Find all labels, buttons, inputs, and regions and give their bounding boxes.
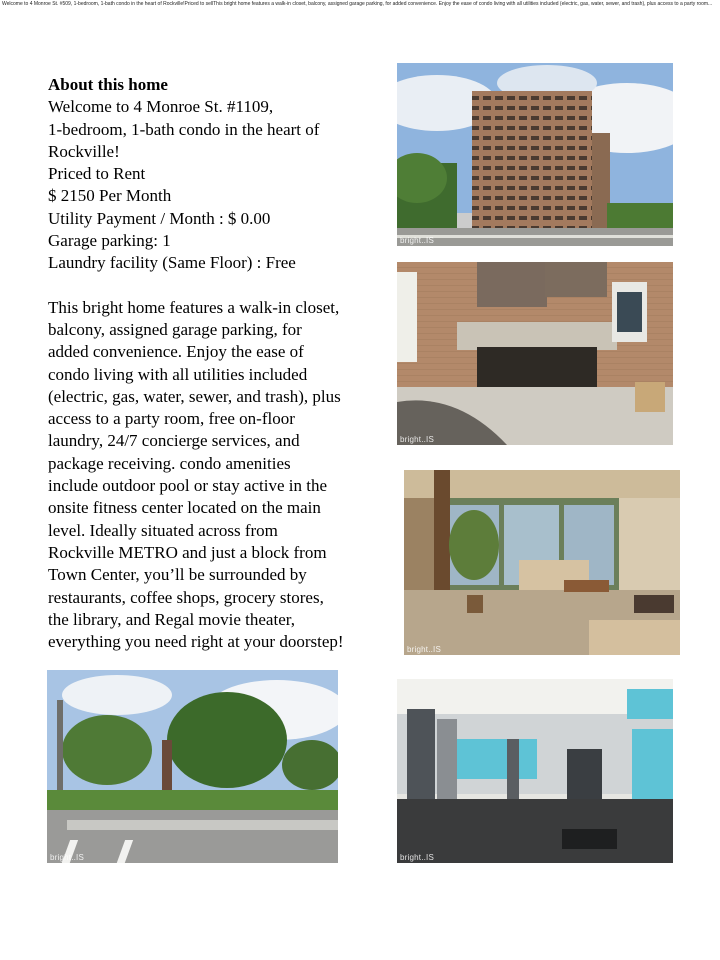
building-exterior-photo xyxy=(397,63,673,246)
description-line: include outdoor pool or stay active in the xyxy=(48,476,328,496)
description-line: added convenience. Enjoy the ease of xyxy=(48,342,304,362)
lobby-photo xyxy=(404,470,680,655)
watermark: bright..IS xyxy=(400,853,435,862)
section-heading: About this home xyxy=(48,75,168,94)
intro-line: Welcome to 4 Monroe St. #1109, xyxy=(48,97,274,117)
header-text-strip: Welcome to 4 Monroe St. #509, 1-bedroom, 1-bath condo in the heart of Rockville!Priced to sellThis bright home features a walk-in closet, balcony, assigned garage parking, for added convenience. Enjoy the ease of condo living with all utilities included (electric, gas, water, sewer, and trash), plus access to a party room... xyxy=(2,1,713,7)
intro-line: Laundry facility (Same Floor) : Free xyxy=(48,253,296,273)
description-line: restaurants, coffee shops, grocery stores, xyxy=(48,587,324,607)
watermark: bright..IS xyxy=(407,645,442,654)
entrance-photo xyxy=(397,262,673,445)
intro-line: Rockville! xyxy=(48,141,120,161)
description-line: laundry, 24/7 concierge services, and xyxy=(48,431,300,451)
description-line: access to a party room, free on-floor xyxy=(48,409,295,429)
description-line: balcony, assigned garage parking, for xyxy=(48,319,302,339)
description-line: everything you need right at your doorstep! xyxy=(48,632,344,652)
description-line: package receiving. condo amenities xyxy=(48,453,291,473)
price-line: $ 2150 Per Month xyxy=(48,186,172,206)
intro-line: Garage parking: 1 xyxy=(48,231,171,251)
watermark: bright..IS xyxy=(400,236,435,245)
watermark: bright..IS xyxy=(400,435,435,444)
description-line: condo living with all utilities included xyxy=(48,364,308,384)
description-line: the library, and Regal movie theater, xyxy=(48,609,295,629)
listing-description xyxy=(48,74,388,653)
description-line: Town Center, you’ll be surrounded by xyxy=(48,565,307,585)
description-line: onsite fitness center located on the main xyxy=(48,498,321,518)
description-line: level. Ideally situated across from xyxy=(48,520,278,540)
description-line: This bright home features a walk-in closet, xyxy=(48,297,340,317)
intro-line: Priced to Rent xyxy=(48,164,146,184)
intro-line: 1-bedroom, 1-bath condo in the heart of xyxy=(48,119,320,139)
intro-line: Utility Payment / Month : $ 0.00 xyxy=(48,208,271,228)
description-line: Rockville METRO and just a block from xyxy=(48,542,327,562)
watermark: bright..IS xyxy=(50,853,85,862)
gym-photo xyxy=(397,679,673,863)
description-line: (electric, gas, water, sewer, and trash), plus xyxy=(48,386,341,406)
street-photo xyxy=(47,670,338,863)
